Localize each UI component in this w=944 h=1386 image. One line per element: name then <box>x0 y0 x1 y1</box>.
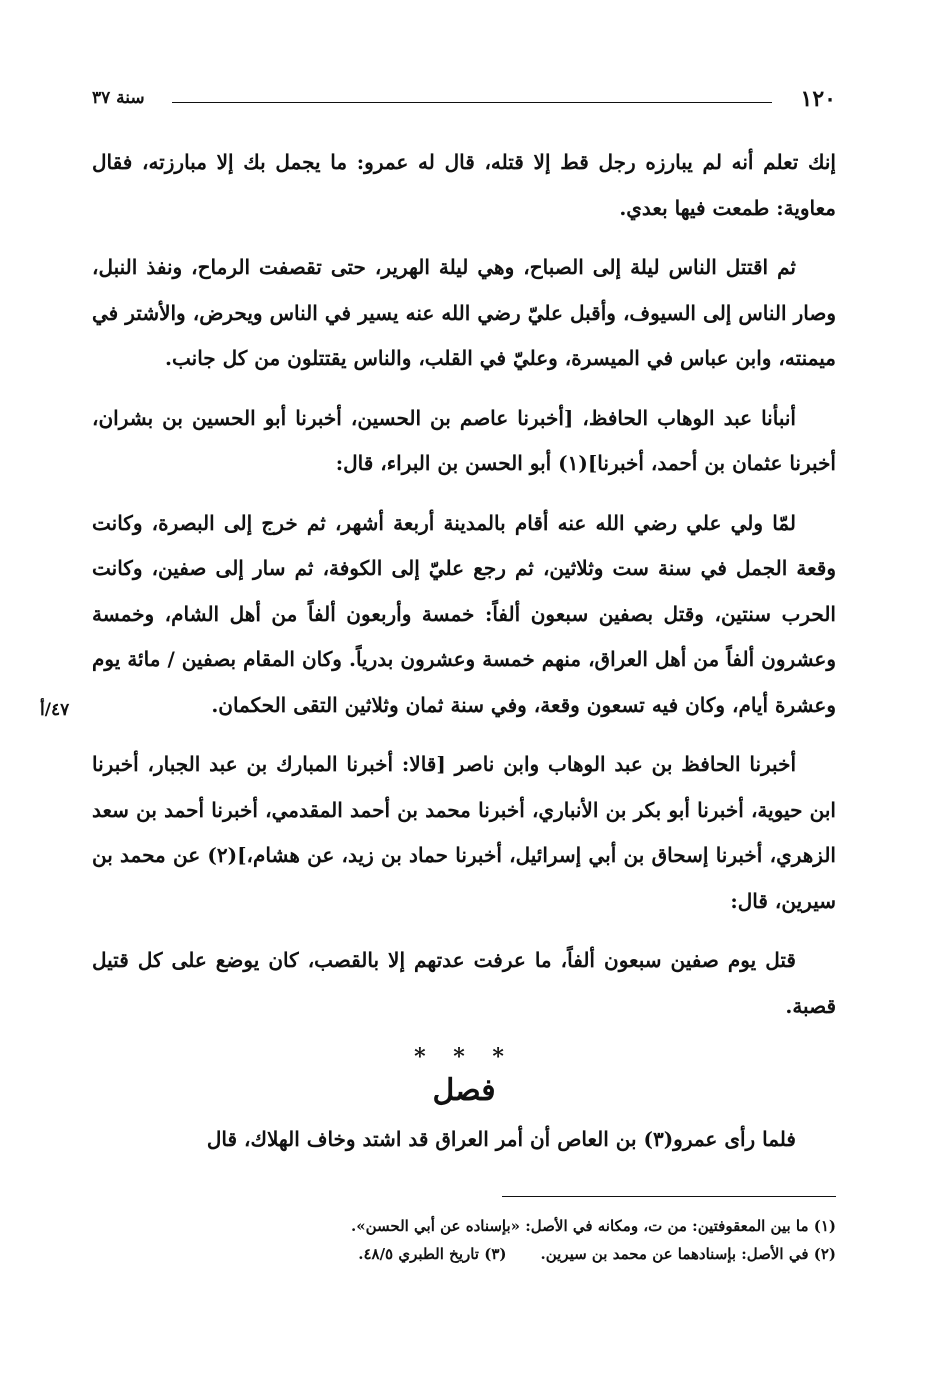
footnote-rule <box>502 1196 836 1197</box>
paragraph-5: أخبرنا الحافظ بن عبد الوهاب وابن ناصر [قالا: أخبرنا المبارك بن عبد الجبار، أخبرنا ابن حيوية، أخبرنا أبو بكر بن الأنباري، أخبرنا محمد بن أحمد المقدمي، أخبرنا أحمد بن سعد الزهري، أخبرنا إسحاق بن أبي إسرائيل، أخبرنا حماد بن زيد، عن هشام،](٢) عن محمد بن سيرين، قال: <box>92 752 836 913</box>
page-number: ١٢٠ <box>800 86 836 112</box>
paragraph-4: لمّا ولي علي رضي الله عنه أقام بالمدينة أربعة أشهر، ثم خرج إلى البصرة، وكانت وقعة الجمل في سنة ست وثلاثين، ثم رجع عليّ إلى الكوفة، ثم سار إلى صفين، وكانت الحرب سنتين، وقتل بصفين سبعون ألفاً: خمسة وأربعون ألفاً من أهل الشام، وخمسة وعشرون ألفاً من أهل العراق، منهم خمسة وعشرون بدرياً. وكان المقام بصفين / مائة يوم وعشرة أيام، وكان فيه تسعون وقعة، وفي سنة ثمان وثلاثين التقى الحكمان. <box>92 510 836 717</box>
footnote-row <box>92 1240 836 1268</box>
footnote-3: (٣) تاريخ الطبري ٤٨/٥. <box>358 1245 507 1263</box>
section-title: فصل <box>432 1073 496 1108</box>
paragraph-6: قتل يوم صفين سبعون ألفاً، ما عرفت عدتهم إلا بالقصب، كان يوضع على كل قتيل قصبة. <box>92 948 836 1018</box>
paragraph-3: أنبأنا عبد الوهاب الحافظ، [أخبرنا عاصم بن الحسين، أخبرنا أبو الحسين بن بشران، أخبرنا عثمان بن أحمد، أخبرنا](١) أبو الحسن بن البراء، قال: <box>92 405 836 475</box>
section-paragraph: فلما رأى عمرو(٣) بن العاص أن أمر العراق قد اشتد وخاف الهلاك، قال <box>206 1127 796 1151</box>
main-text <box>92 140 836 1177</box>
paragraph-1: إنك تعلم أنه لم يبارزه رجل قط إلا قتله، قال له عمرو: ما يجمل بك إلا مبارزته، فقال معاوية: طمعت فيها بعدي. <box>92 150 836 220</box>
footnotes <box>92 1212 836 1268</box>
margin-folio-note: ٤٧/أ <box>40 700 70 720</box>
page-header <box>92 86 836 116</box>
section-separator: * * * <box>414 1044 514 1070</box>
paragraph-2: ثم اقتتل الناس ليلة إلى الصباح، وهي ليلة الهرير، حتى تقصفت الرماح، ونفذ النبل، وصار الناس إلى السيوف، وأقبل عليّ رضي الله عنه يسير في الناس ويحرض، والأشتر في ميمنته، وابن عباس في الميسرة، وعليّ في القلب، والناس يقتتلون من كل جانب. <box>92 255 836 370</box>
running-head-year: سنة ٣٧ <box>92 88 145 108</box>
header-rule <box>172 102 772 103</box>
footnote-2: (٢) في الأصل: بإسنادهما عن محمد بن سيرين. <box>540 1245 836 1263</box>
footnote-1: (١) ما بين المعقوفتين: من ت، ومكانه في الأصل: «بإسناده عن أبي الحسن». <box>351 1217 836 1235</box>
